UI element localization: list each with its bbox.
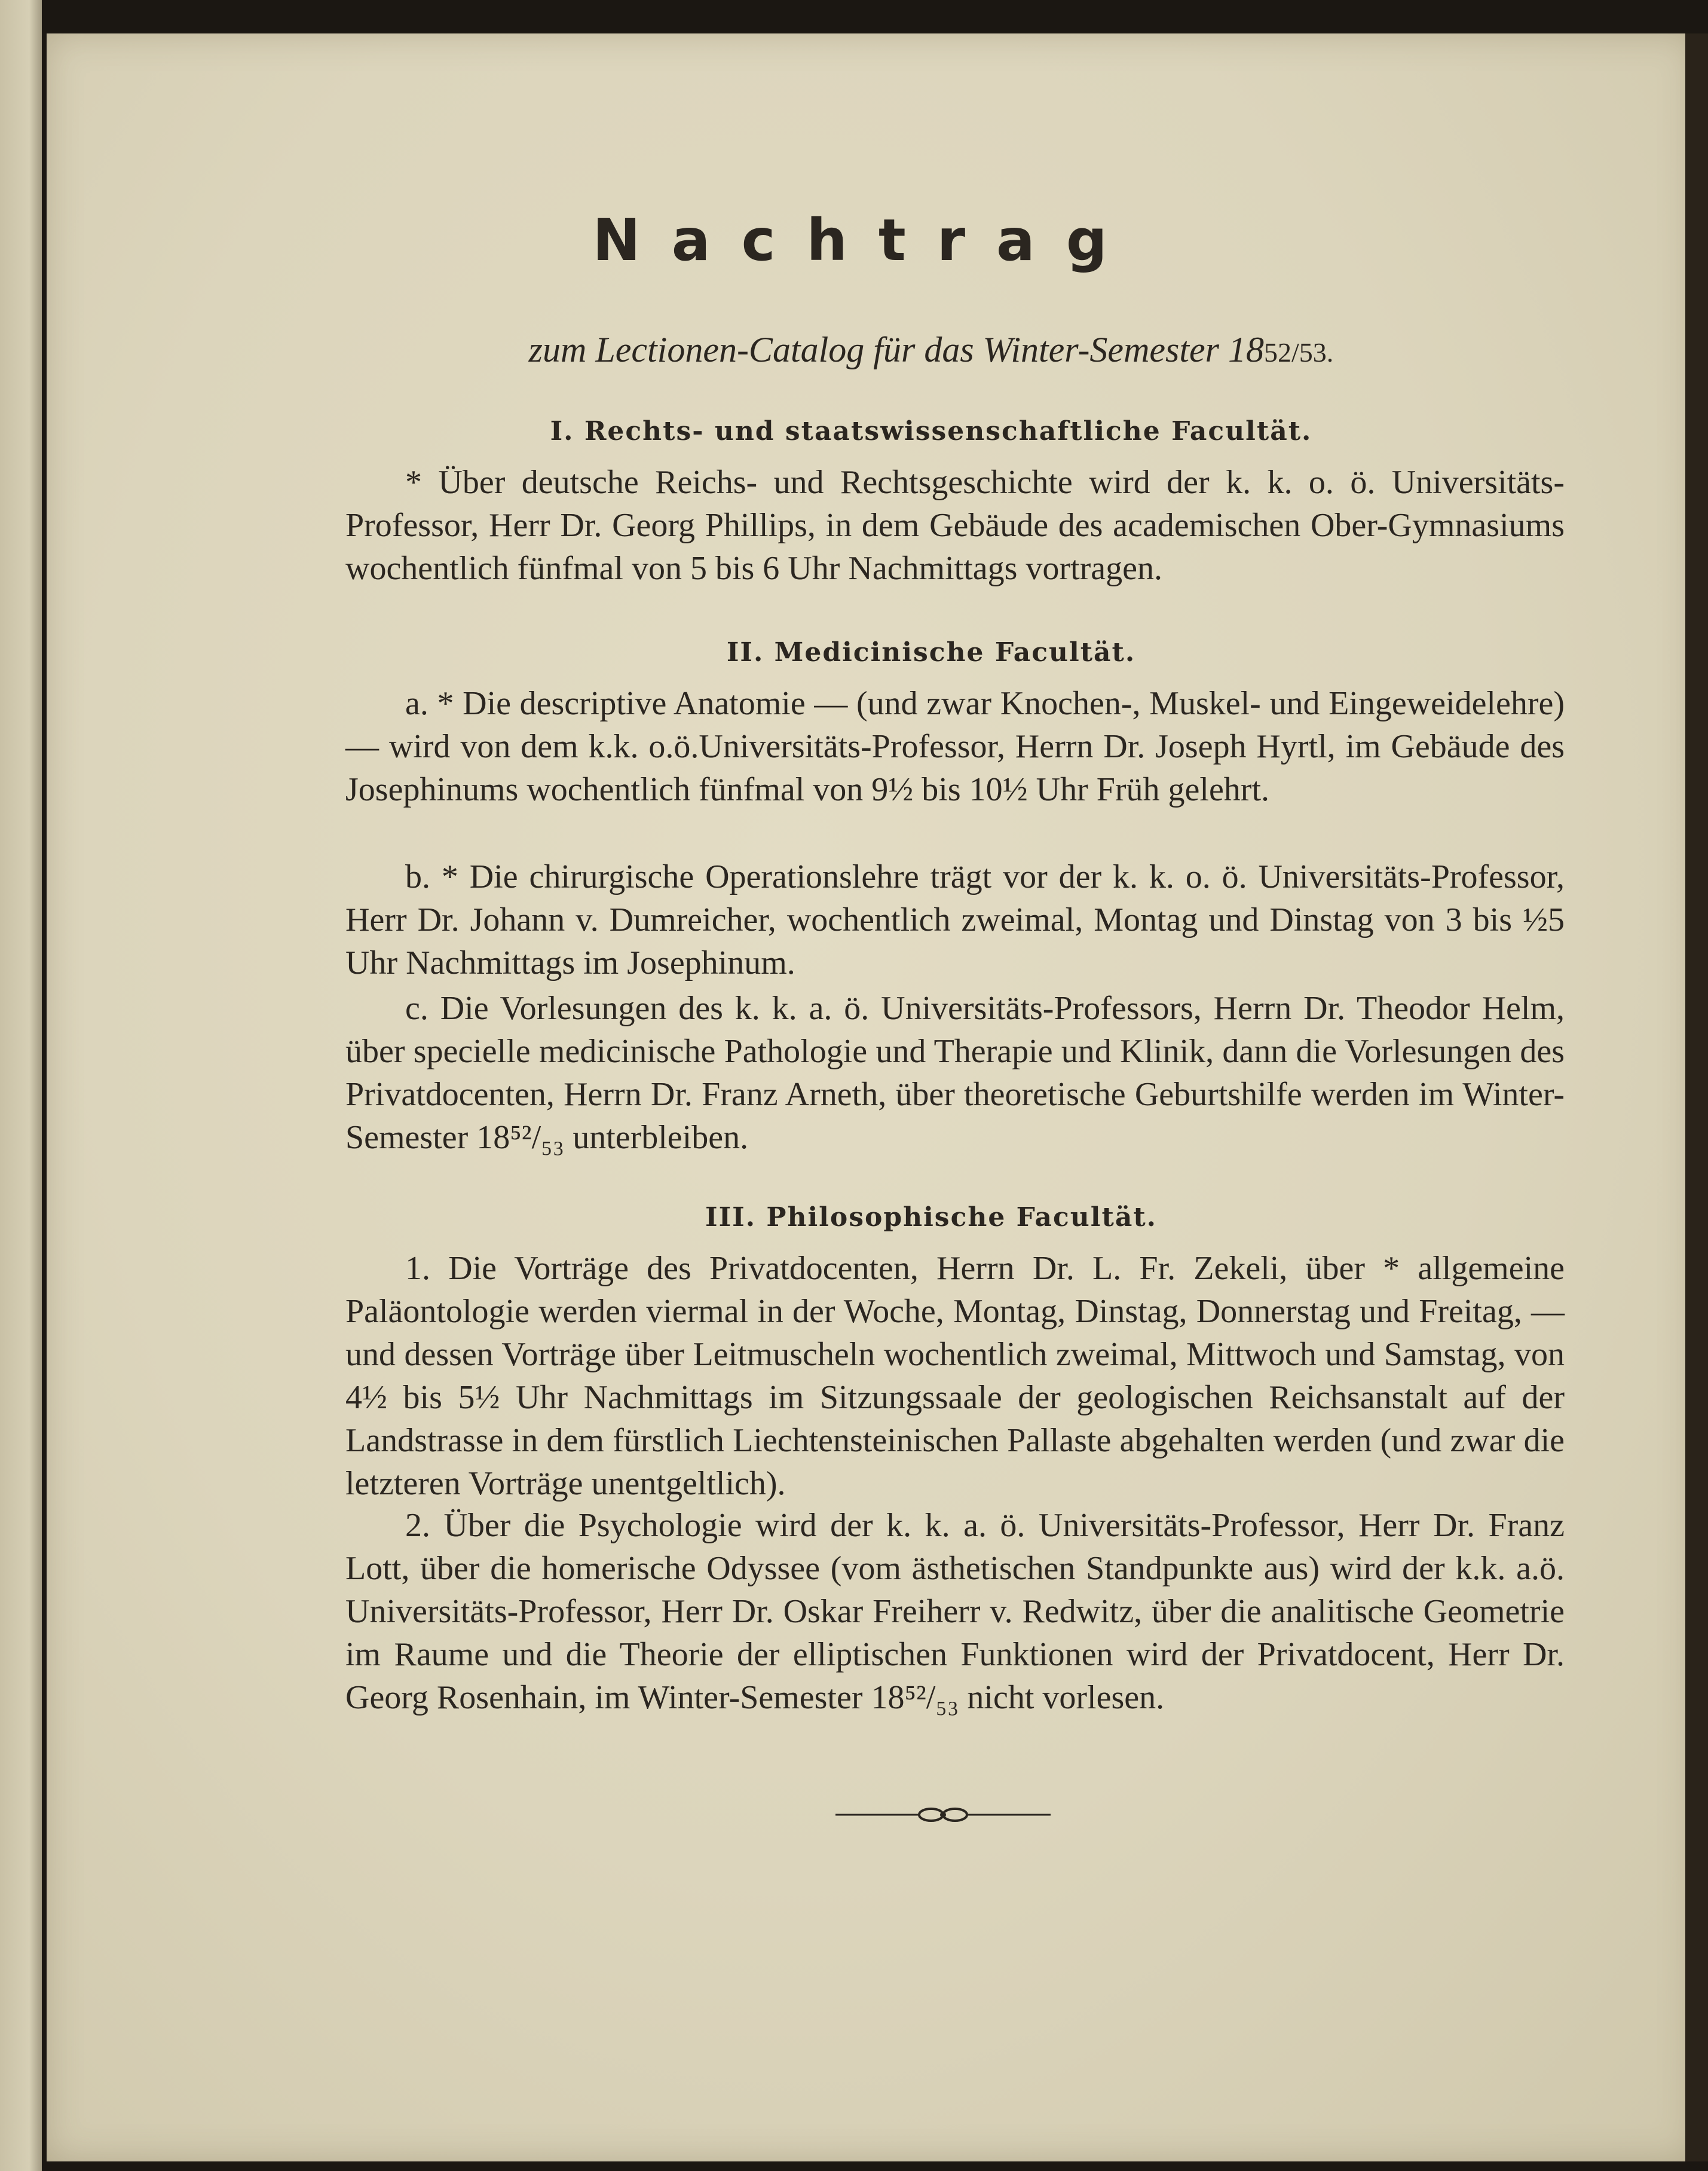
page <box>47 33 1695 2161</box>
paragraph-medicine-c: c. Die Vorlesungen des k. k. a. ö. Universitäts-Professors, Herrn Dr. Theodor Helm, über specielle medicinische Pathologie und Therapie und Klinik, dann die Vorlesungen des Privatdocenten, Herrn Dr. Franz Arneth, über theoretische Geburtshilfe werden im Winter-Semester 18⁵²/₅₃ unterbleiben. <box>345 990 1565 1156</box>
page-subtitle <box>298 329 1565 371</box>
left-page-strip <box>0 0 42 2171</box>
paragraph-law-1: * Über deutsche Reichs- und Rechtsgeschichte wird der k. k. o. ö. Universitäts-Professor, Herr Dr. Georg Phillips, in dem Gebäude des academischen Ober-Gymnasiums wochentlich fünfmal von 5 bis 6 Uhr Nachmittags vortragen. <box>345 464 1565 587</box>
right-page-edge <box>1685 33 1708 2161</box>
paragraph-philosophy-2: 2. Über die Psychologie wird der k. k. a. ö. Universitäts-Professor, Herr Dr. Franz Lott, über die homerische Odyssee (vom ästhetischen Standpunkte aus) wird der k.k. a.ö. Universitäts-Professor, Herr Dr. Oskar Freiherr v. Redwitz, über die analitische Geometrie im Raume und die Theorie der elliptischen Funktionen wird der Privatdocent, Herr Dr. Georg Rosenhain, im Winter-Semester 18⁵²/₅₃ nicht vorlesen. <box>345 1507 1565 1716</box>
paragraph-medicine-a: a. * Die descriptive Anatomie — (und zwar Knochen-, Muskel- und Eingeweidelehre) — wird von dem k.k. o.ö.Universitäts-Professor, Herrn Dr. Joseph Hyrtl, im Gebäude des Josephinums wochentlich fünfmal von 9½ bis 10½ Uhr Früh gelehrt. <box>345 685 1565 808</box>
subtitle-text: zum Lectionen-Catalog für das Winter-Semester 18 <box>528 330 1265 369</box>
paragraph-philosophy-1: 1. Die Vorträge des Privatdocenten, Herrn Dr. L. Fr. Zekeli, über * allgemeine Paläontologie werden viermal in der Woche, Montag, Dinstag, Donnerstag und Freitag, — und dessen Vorträge über Leitmuscheln wochentlich zweimal, Mittwoch und Samstag, von 4½ bis 5½ Uhr Nachmittags im Sitzungssaale der geologischen Reichsanstalt auf der Landstrasse in dem fürstlich Liechtensteinischen Pallaste abgehalten werden (und zwar die letzteren Vorträge unentgeltlich). <box>345 1250 1565 1502</box>
paragraph-medicine-b: b. * Die chirurgische Operationslehre trägt vor der k. k. o. ö. Universitäts-Professor, Herr Dr. Johann v. Dumreicher, wochentlich zweimal, Montag und Dinstag von 3 bis ½5 Uhr Nachmittags im Josephinum. <box>345 858 1565 981</box>
section-heading-medicine: II. Medicinische Facultät. <box>726 637 1136 668</box>
end-ornament <box>835 1803 1051 1827</box>
section-heading-philosophy: III. Philosophische Facultät. <box>705 1202 1157 1233</box>
subtitle-semester-fraction: 52/53. <box>1264 337 1334 368</box>
section-heading-law: I. Rechts- und staatswissenschaftliche Facultät. <box>550 416 1312 447</box>
page-title: Nachtrag <box>592 207 1138 274</box>
